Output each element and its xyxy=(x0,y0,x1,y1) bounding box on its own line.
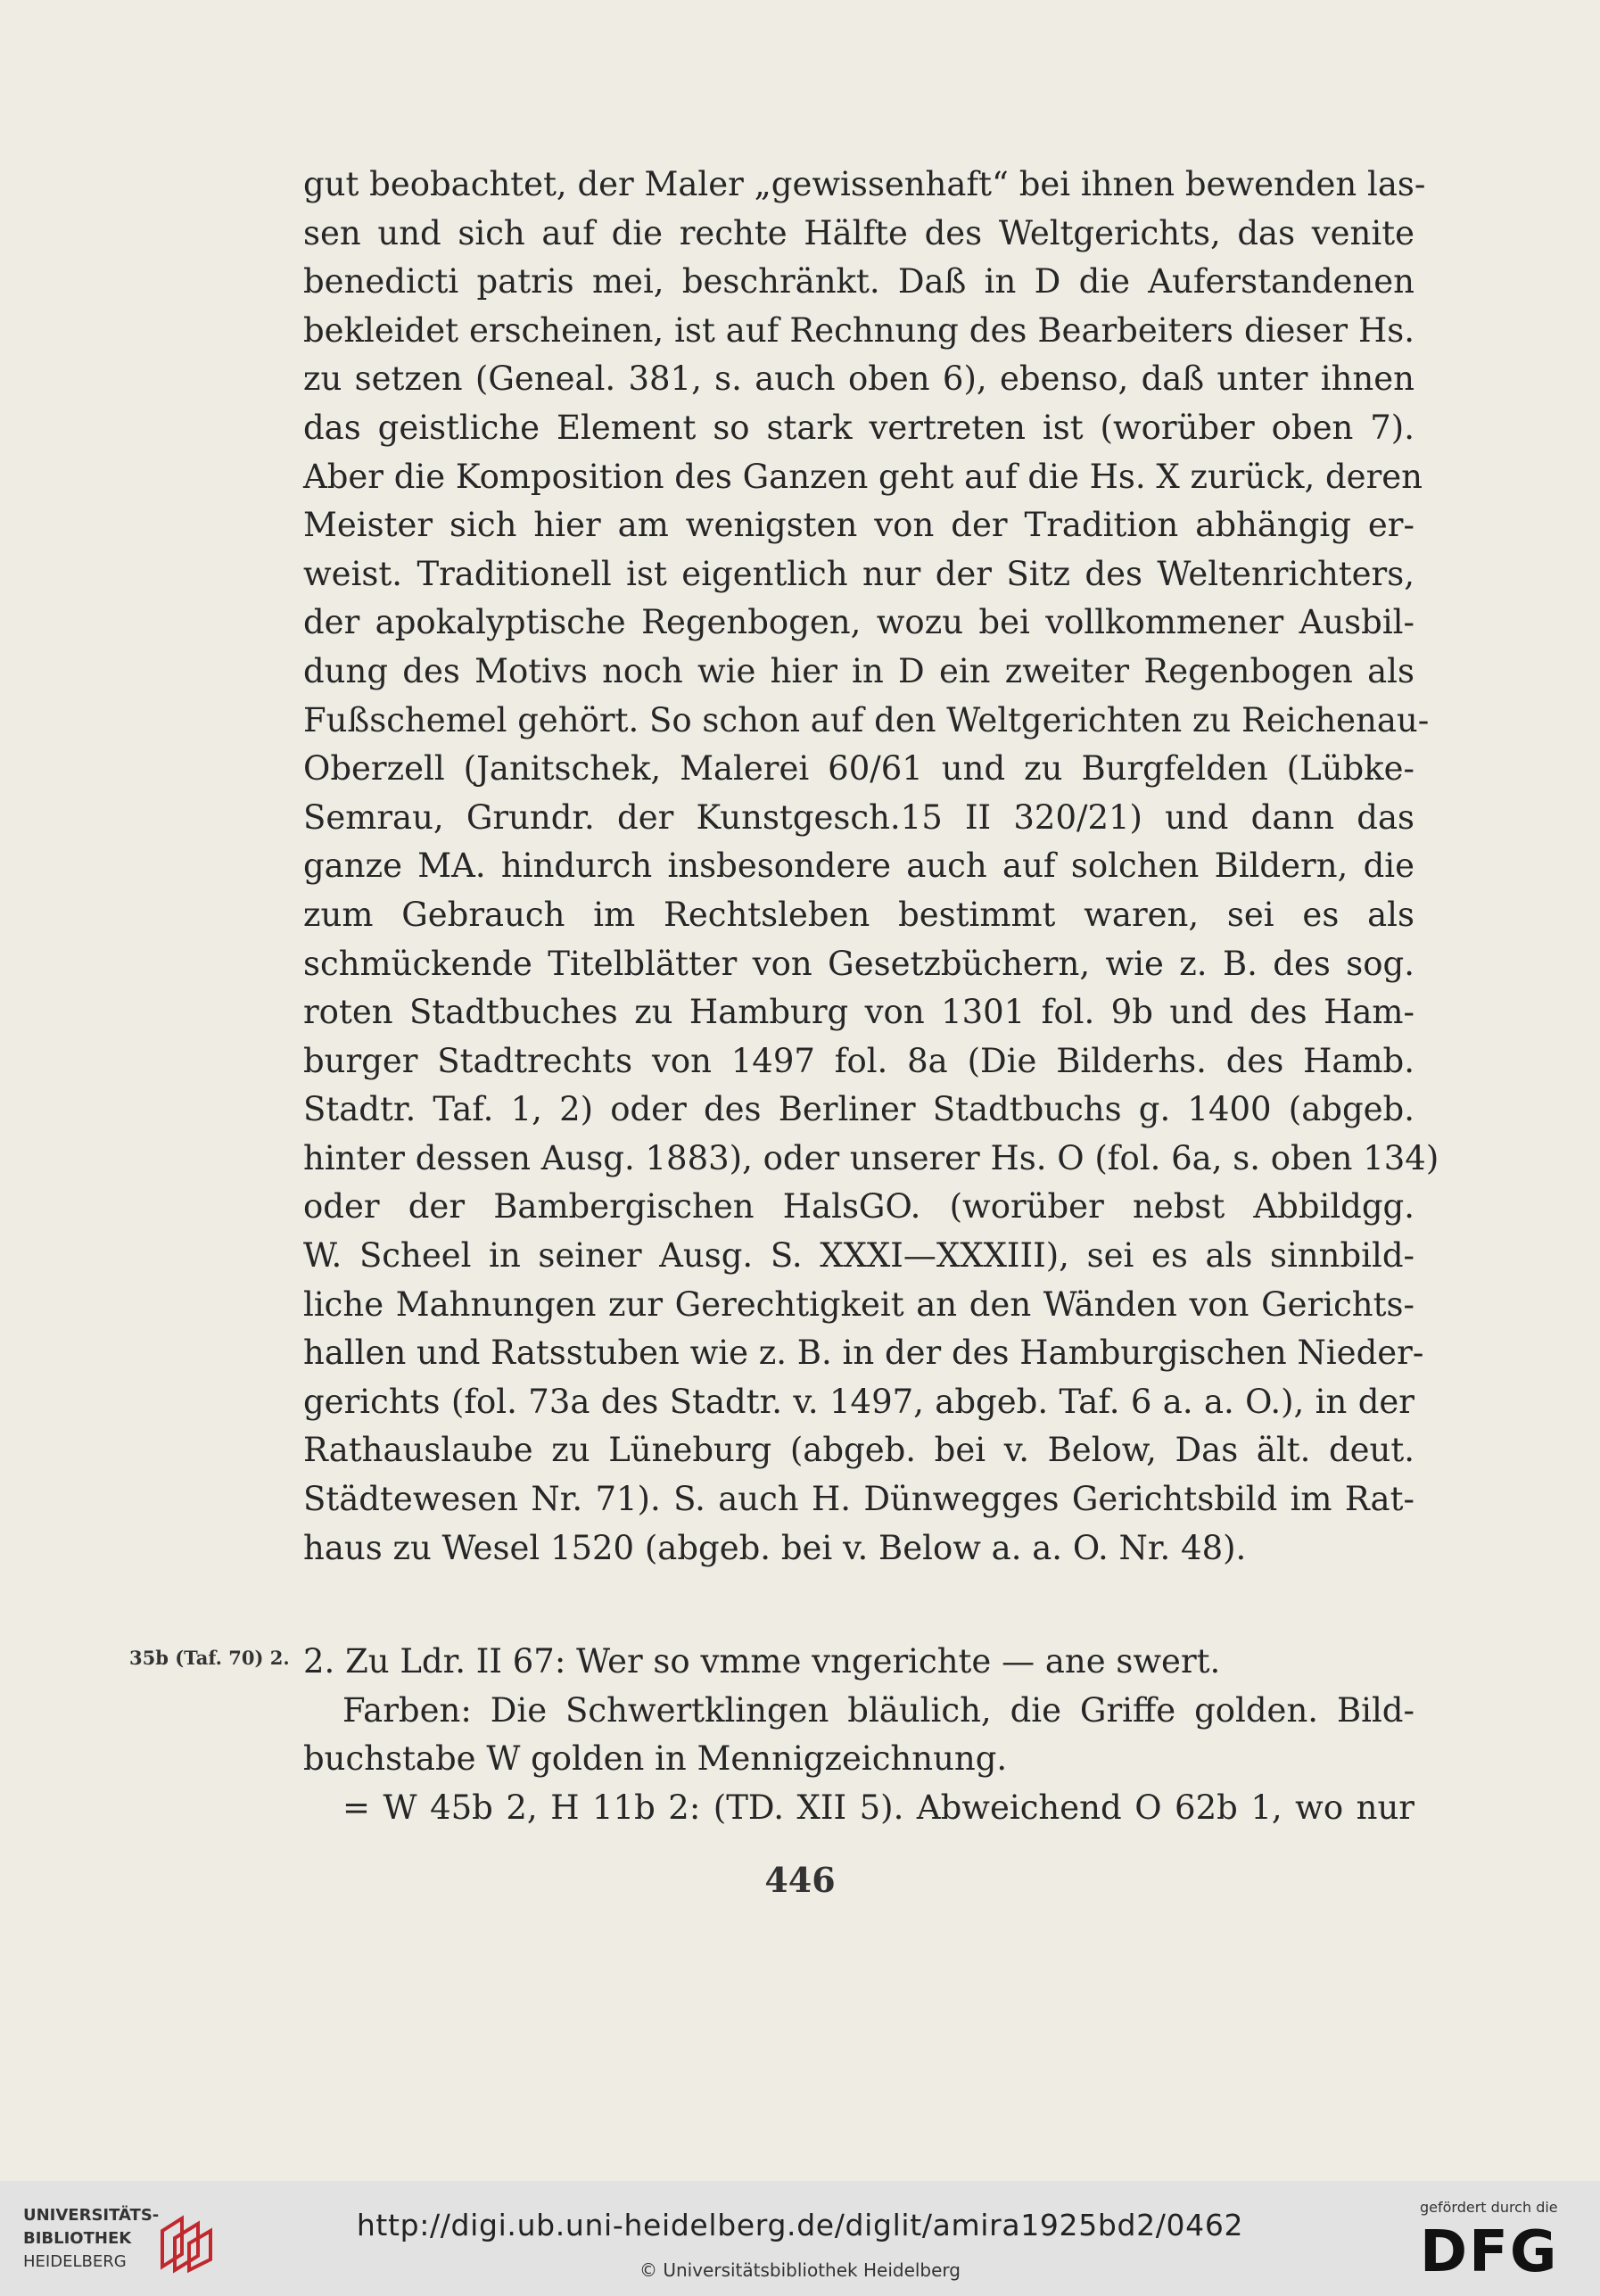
body-text xyxy=(303,161,1439,1573)
page-number: 446 xyxy=(764,1860,836,1900)
text-line: zu setzen (Geneal. 381, s. auch oben 6), ebenso, daß unter ihnen xyxy=(303,359,1414,399)
text-line: sen und sich auf die rechte Hälfte des Weltgerichts, das venite xyxy=(303,213,1414,252)
library-name-line: HEIDELBERG xyxy=(23,2252,127,2271)
text-line: Rathauslaube zu Lüneburg (abgeb. bei v. Below, Das ält. deut. xyxy=(303,1431,1414,1470)
text-line: liche Mahnungen zur Gerechtigkeit an den Wänden von Gerichts- xyxy=(303,1284,1414,1324)
text-line: Städtewesen Nr. 71). S. auch H. Dünwegges Gerichtsbild im Rat- xyxy=(303,1480,1414,1519)
text-line: weist. Traditionell ist eigentlich nur der Sitz des Weltenrichters, xyxy=(303,554,1414,593)
text-line: schmückende Titelblätter von Gesetzbüchern, wie z. B. des sog. xyxy=(303,944,1414,983)
library-name-line: UNIVERSITÄTS- xyxy=(23,2206,160,2225)
margin-note: 35b (Taf. 70) 2. xyxy=(129,1647,290,1669)
text-line: roten Stadtbuches zu Hamburg von 1301 fol. 9b und des Ham- xyxy=(303,993,1414,1032)
text-line: Meister sich hier am wenigsten von der Tradition abhängig er- xyxy=(303,506,1414,545)
text-line: burger Stadtrechts von 1497 fol. 8a (Die Bilderhs. des Hamb. xyxy=(303,1041,1414,1080)
text-line: oder der Bambergischen HalsGO. (worüber nebst Abbildgg. xyxy=(303,1187,1414,1226)
text-line: Stadtr. Taf. 1, 2) oder des Berliner Stadtbuchs g. 1400 (abgeb. xyxy=(303,1090,1414,1129)
text-line: gerichts (fol. 73a des Stadtr. v. 1497, abgeb. Taf. 6 a. a. O.), in der xyxy=(303,1382,1414,1421)
text-line: buchstabe W golden in Mennigzeichnung. xyxy=(303,1739,1008,1779)
text-line: W. Scheel in seiner Ausg. S. XXXI—XXXIII), sei es als sinnbild- xyxy=(303,1236,1414,1276)
dfg-logo-icon xyxy=(1420,2221,1571,2278)
text-line: ganze MA. hindurch insbesondere auch auf solchen Bildern, die xyxy=(303,847,1414,886)
text-line: dung des Motivs noch wie hier in D ein zweiter Regenbogen als xyxy=(303,651,1414,690)
text-line: hallen und Ratsstuben wie z. B. in der des Hamburgischen Nieder- xyxy=(303,1334,1424,1373)
text-line: Semrau, Grundr. der Kunstgesch.15 II 320/21) und dann das xyxy=(303,797,1414,837)
text-line: Aber die Komposition des Ganzen geht auf die Hs. X zurück, deren xyxy=(303,457,1423,496)
text-line: das geistliche Element so stark vertreten ist (worüber oben 7). xyxy=(303,408,1414,447)
text-line: = W 45b 2, H 11b 2: (TD. XII 5). Abweichend O 62b 1, wo nur xyxy=(342,1788,1414,1827)
funder-block[interactable] xyxy=(1420,2199,1580,2282)
text-line: hinter dessen Ausg. 1883), oder unserer Hs. O (fol. 6a, s. oben 134) xyxy=(303,1138,1439,1177)
text-line: der apokalyptische Regenbogen, wozu bei vollkommener Ausbil- xyxy=(303,603,1414,642)
text-line: bekleidet erscheinen, ist auf Rechnung des Bearbeiters dieser Hs. xyxy=(303,310,1414,350)
text-line: gut beobachtet, der Maler „gewissenhaft“ bei ihnen bewenden las- xyxy=(303,165,1426,203)
text-line: Fußschemel gehört. So schon auf den Weltgerichten zu Reichenau- xyxy=(303,700,1430,739)
section-2 xyxy=(303,1638,1414,1832)
text-line: haus zu Wesel 1520 (abgeb. bei v. Below a. a. O. Nr. 48). xyxy=(303,1528,1247,1567)
footer-bar xyxy=(0,2181,1600,2296)
section-heading: 2. Zu Ldr. II 67: Wer so vmme vngerichte — ane swert. xyxy=(303,1642,1221,1681)
text-line: Farben: Die Schwertklingen bläulich, die Griffe golden. Bild- xyxy=(342,1690,1414,1730)
dfg-logo-text: DFG xyxy=(1420,2221,1559,2278)
library-name-line: BIBLIOTHEK xyxy=(23,2229,132,2248)
text-line: Oberzell (Janitschek, Malerei 60/61 und zu Burgfelden (Lübke- xyxy=(303,749,1414,789)
copyright-notice: © Universitätsbibliothek Heidelberg xyxy=(639,2259,961,2281)
document-url-link[interactable]: http://digi.ub.uni-heidelberg.de/diglit/amira1925bd2/0462 xyxy=(356,2208,1244,2242)
text-line: benedicti patris mei, beschränkt. Daß in D die Auferstandenen xyxy=(303,262,1414,301)
text-line: zum Gebrauch im Rechtsleben bestimmt waren, sei es als xyxy=(303,895,1414,934)
funder-label: gefördert durch die xyxy=(1420,2199,1558,2216)
